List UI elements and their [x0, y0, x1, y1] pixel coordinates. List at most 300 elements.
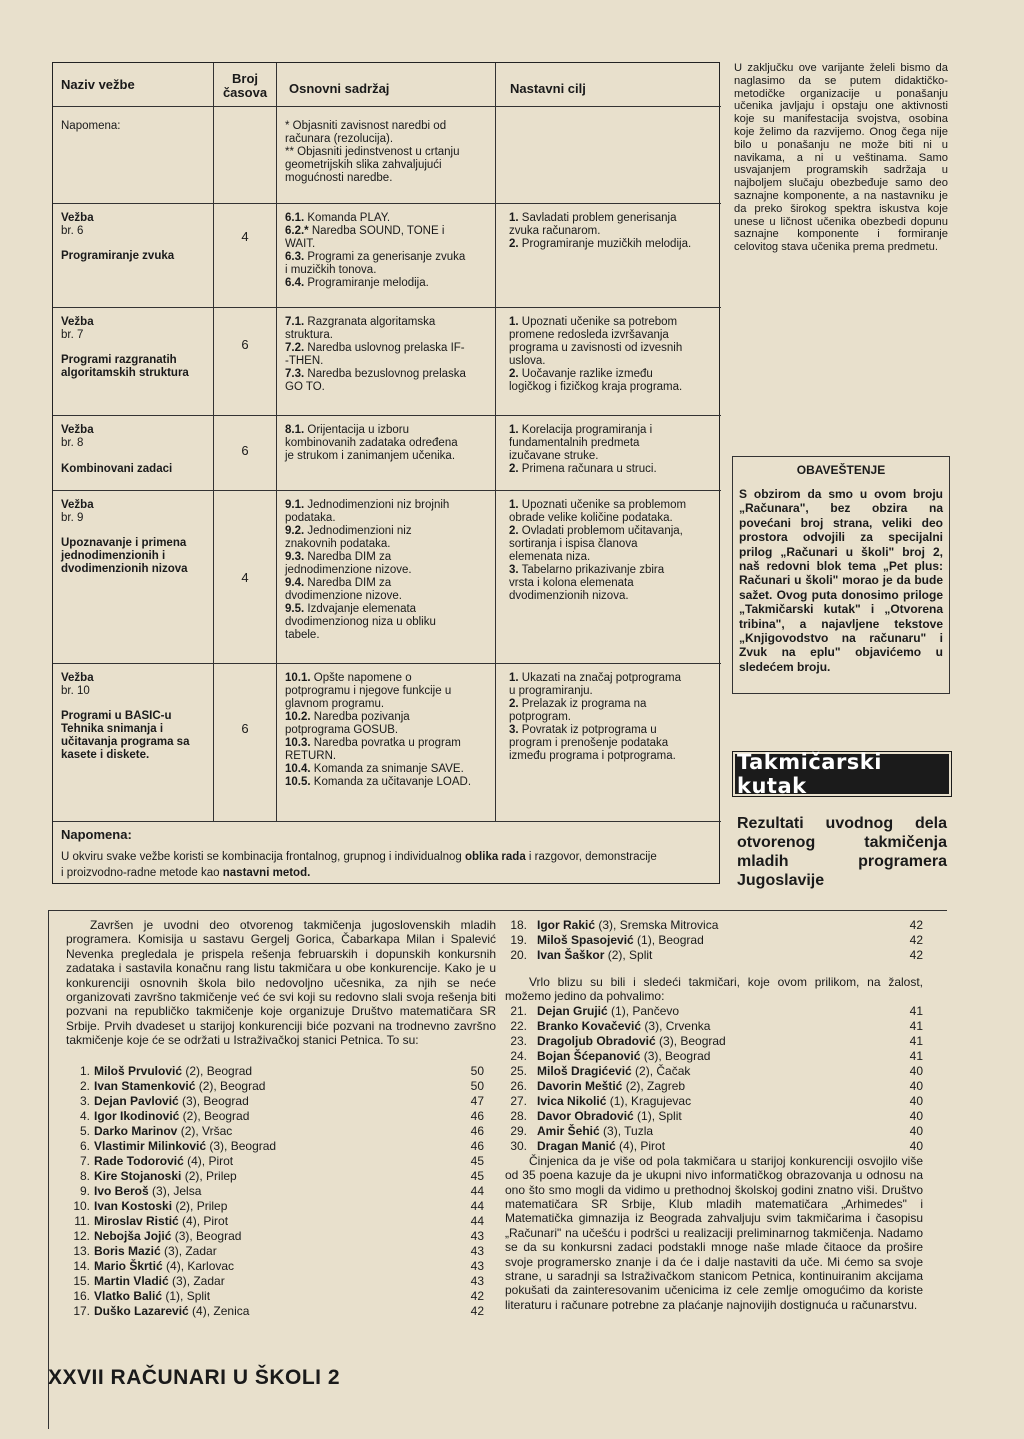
contestant-details: (1), Beograd [633, 933, 704, 947]
contestant-points: 42 [470, 1303, 484, 1318]
honorable-mention-intro: Vrlo blizu su bili i sledeći takmičari, koje ovom prilikom, na žalost, možemo jedino da pohvalimo: [505, 975, 923, 1004]
rank-number: 24. [510, 1048, 527, 1063]
exercise-title-line: kasete i diskete. [61, 749, 150, 761]
exercise-name-cell [61, 316, 201, 380]
contestant-details: (1), Pančevo [607, 1003, 680, 1018]
contestant-details: (2), Zagreb [622, 1078, 686, 1093]
exercise-content-line [285, 776, 490, 789]
contestant-points: 43 [470, 1243, 484, 1258]
row-divider [53, 415, 721, 416]
header-hours [219, 72, 271, 100]
contestant-points: 46 [470, 1123, 484, 1138]
item-text: fundamentalnih predmeta [509, 437, 640, 449]
exercise-title-line: Kombinovani zadaci [61, 463, 173, 475]
contestant [537, 1004, 679, 1018]
header-hours-line: Broj [232, 71, 258, 86]
exercise-goal-line [509, 750, 714, 763]
note-line: geometrijskih slika zahvaljujući [285, 159, 442, 171]
contestant-details: (3), Zadar [160, 1243, 217, 1258]
exercise-goal-line [509, 685, 714, 698]
rank-number: 5. [79, 1123, 90, 1138]
exercise-content-line [285, 368, 490, 381]
contestant [94, 1244, 217, 1258]
contestant [94, 1184, 201, 1198]
exercise-title-line: dvodimenzionih nizova [61, 563, 188, 575]
contestant [94, 1199, 227, 1213]
exercise-label: Vežba [61, 212, 94, 224]
exercise-content-line [285, 603, 490, 616]
rank-number: 22. [510, 1018, 527, 1033]
contestant-name: Igor Ikodinović [94, 1108, 180, 1123]
note-content [285, 120, 490, 185]
item-number: 2. [509, 525, 519, 537]
exercise-content-line [285, 251, 490, 264]
exercise-content-line [285, 499, 490, 512]
contestant-points: 41 [909, 1018, 923, 1033]
exercise-title-line: Programi u BASIC-u [61, 710, 172, 722]
exercise-title-line: Tehnika snimanja i [61, 723, 164, 735]
exercise-content-line [285, 437, 490, 450]
exercise-goal-line [509, 737, 714, 750]
item-text: Uočavanje razlike između [518, 368, 653, 380]
contestant-name: Kire Stojanoski [94, 1168, 182, 1183]
item-number: 9.3. [285, 551, 305, 563]
row-divider [53, 203, 721, 204]
contestant-name: Ivan Šaškor [537, 948, 605, 962]
contestant-points: 42 [909, 918, 923, 932]
item-number: 8.1. [285, 424, 305, 436]
exercise-goal-cell [509, 424, 714, 476]
item-text: vrsta i kolona elemenata [509, 577, 634, 589]
contestant-name: Miloš Dragićević [537, 1063, 632, 1078]
ranking-row [505, 1079, 923, 1094]
exercise-goal-line [509, 499, 714, 512]
exercise-goal-cell [509, 316, 714, 394]
contestant-name: Davorin Meštić [537, 1078, 623, 1093]
note-line: računara (rezolucija). [285, 133, 394, 145]
exercise-title-line: algoritamskih struktura [61, 367, 189, 379]
exercise-label: Vežba [61, 499, 94, 511]
exercise-name-cell [61, 212, 201, 263]
article-closing: Činjenica da je više od pola takmičara u starijoj konkurenciji osvojilo više od 35 poena kazuje da je ukupni nivo informatičkog obrazovanja u odnosu na ono što smo mogli da vidimo u prethodnoj školskoj godini znatno viši. Društvo matematičara SR Srbije, Klub mladih matematičara „Arhimedes" i Matematička gimnazija iz Beograda zahvaljuju svim takmičarima i časopisu „Računari" na učešću i podršci u realizaciji preliminarnog takmičenja. Nadamo se da su konkursni zadaci podstakli mnoge naše mlade čitaoce da prošire svoje programersko znanje i da će i dalje nastaviti da uče. Mi ćemo sa svoje strane, u saradnji sa Istraživačkom stanicom Petnica, kontinuiranim akcijama pokušati da zainteresovanim učenicima iz cele zemlje omogućimo da koriste literaturu i računare potrebne za plaćanje najnovijih dostignuća u računarstvu. [505, 1153, 923, 1312]
contestant-details: (4), Zenica [188, 1303, 250, 1318]
exercise-goal-line [509, 538, 714, 551]
item-number: 9.4. [285, 577, 305, 589]
item-text: Komanda za snimanje SAVE. [310, 763, 464, 775]
contestant-points: 46 [470, 1108, 484, 1123]
contestant-points: 40 [909, 1108, 923, 1123]
exercise-number: br. 7 [61, 329, 84, 341]
exercise-goal-line [509, 368, 714, 381]
ranking-row [505, 1064, 923, 1079]
exercise-content-line [285, 277, 490, 290]
exercise-content-line [285, 424, 490, 437]
rank-number: 1. [79, 1063, 90, 1078]
item-text: Programi za generisanje zvuka [304, 251, 466, 263]
footnote-text-part: i proizvodno-radne metode kao [61, 867, 223, 879]
exercise-goal-line [509, 437, 714, 450]
contestant [537, 933, 704, 947]
item-text: Jednodimenzioni niz [304, 525, 412, 537]
exercise-goal-line [509, 590, 714, 603]
item-number: 2. [509, 238, 519, 250]
item-text: Ukazati na značaj potprograma [518, 672, 681, 684]
exercise-content-line [285, 342, 490, 355]
ranking-row [66, 1304, 496, 1319]
exercise-content-line [285, 264, 490, 277]
contestant-name: Miloš Spasojević [537, 933, 634, 947]
item-number: 1. [509, 212, 519, 224]
item-text: Povratak iz potprograma u [518, 724, 657, 736]
contestant-details: (1), Split [162, 1288, 211, 1303]
item-text: Upoznati učenike sa potrebom [518, 316, 678, 328]
contestant [94, 1304, 249, 1318]
item-text: i muzičkih tonova. [285, 264, 377, 276]
exercise-content-line [285, 724, 490, 737]
exercise-title-line: Upoznavanje i primena [61, 537, 187, 549]
contestant-points: 45 [470, 1168, 484, 1183]
exercise-number: br. 8 [61, 437, 84, 449]
exercise-number: br. 9 [61, 512, 84, 524]
rank-number: 28. [510, 1108, 527, 1123]
ranking-list-continued [505, 918, 923, 963]
contestant [94, 1064, 252, 1078]
item-number: 2. [509, 368, 519, 380]
item-text: Orijentacija u izboru [304, 424, 410, 436]
exercise-goal-line [509, 564, 714, 577]
notice-body: S obzirom da smo u ovom broju „Računara", bez obzira na povećani broj strana, veliki deo prostora odvojili za specijalni prilog „Računari u školi" broj 2, naš redovni blok tema „Pet plus: Računari u školi" morao je da bude sažet. Ovog puta donosimo priloge „Takmičarski kutak" i „Otvorena tribina", a najavljene tekstove „Knjigovodstvo na računaru" i Zvuk na eplu" objavićemo u sledećem broju. [739, 487, 943, 674]
exercise-title-line: Programi razgranatih [61, 354, 177, 366]
ranking-row [66, 1244, 496, 1259]
contestant-name: Bojan Šćepanović [537, 1048, 641, 1063]
contestant-details: (1), Kragujevac [606, 1093, 692, 1108]
contestant [537, 1064, 690, 1078]
ranking-row [505, 1034, 923, 1049]
item-text: dvodimenzionih nizova. [509, 590, 629, 602]
contestant-points: 43 [470, 1228, 484, 1243]
curriculum-table [52, 62, 720, 884]
exercise-goal-cell [509, 499, 714, 603]
exercise-content-line [285, 629, 490, 642]
note-line: mogućnosti naredbe. [285, 172, 393, 184]
contestant [94, 1259, 234, 1273]
contestant-name: Ivica Nikolić [537, 1093, 607, 1108]
ranking-row [505, 1139, 923, 1154]
ranking-row [505, 918, 923, 933]
contestant [94, 1154, 233, 1168]
contestant [94, 1289, 210, 1303]
contestant-details: (4), Karlovac [162, 1258, 235, 1273]
exercise-content-line [285, 212, 490, 225]
exercise-goal-line [509, 525, 714, 538]
item-text: programa u zavisnosti od izvesnih [509, 342, 683, 354]
ranking-row [505, 1019, 923, 1034]
exercise-title-line: jednodimenzionih i [61, 550, 166, 562]
item-text: u programiranju. [509, 685, 593, 697]
exercise-goal-line [509, 711, 714, 724]
item-text: zvuka računarom. [509, 225, 601, 237]
contestant-name: Duško Lazarević [94, 1303, 189, 1318]
rank-number: 30. [510, 1138, 527, 1153]
exercise-goal-line [509, 724, 714, 737]
article-left-column [66, 918, 496, 1319]
contestant [94, 1109, 249, 1123]
contestant [94, 1079, 265, 1093]
ranking-row [66, 1169, 496, 1184]
ranking-row [505, 1109, 923, 1124]
exercise-goal-line [509, 316, 714, 329]
exercise-goal-line [509, 463, 714, 476]
item-number: 7.3. [285, 368, 305, 380]
item-text: obrade velike količine podataka. [509, 512, 673, 524]
exercise-content-line [285, 750, 490, 763]
exercise-label: Vežba [61, 316, 94, 328]
exercise-content-line [285, 685, 490, 698]
contestant-name: Martin Vladić [94, 1273, 169, 1288]
exercise-goal-line [509, 342, 714, 355]
contestant-points: 50 [470, 1078, 484, 1093]
contestant-name: Dejan Pavlović [94, 1093, 179, 1108]
contestant [94, 1229, 241, 1243]
col-divider [213, 63, 214, 821]
item-number: 6.4. [285, 277, 305, 289]
item-text: Programiranje muzičkih melodija. [518, 238, 692, 250]
contestant-name: Dejan Grujić [537, 1003, 608, 1018]
contestant [537, 918, 718, 932]
exercise-title-line: Programiranje zvuka [61, 250, 175, 262]
notice-title: OBAVEŠTENJE [796, 463, 886, 477]
header-content: Osnovni sadržaj [289, 81, 390, 96]
item-text: -THEN. [285, 355, 324, 367]
contestant-name: Ivan Kostoski [94, 1198, 173, 1213]
rank-number: 20. [510, 948, 527, 962]
item-number: 7.2. [285, 342, 305, 354]
contestant-points: 47 [470, 1093, 484, 1108]
exercise-content-line [285, 698, 490, 711]
row-divider [53, 663, 721, 664]
contestant [537, 1049, 710, 1063]
ranking-row [66, 1289, 496, 1304]
item-text: Komanda za učitavanje LOAD. [310, 776, 472, 788]
contestant [94, 1169, 237, 1183]
item-text: dvodimenzionog niza u obliku [285, 616, 436, 628]
rank-number: 14. [73, 1258, 90, 1273]
exercise-content-line [285, 737, 490, 750]
ranking-row [505, 1094, 923, 1109]
item-text: Savladati problem generisanja [518, 212, 677, 224]
item-text: RETURN. [285, 750, 337, 762]
contestant-details: (3), Beograd [171, 1228, 242, 1243]
item-text: program i prenošenje podataka [509, 737, 669, 749]
item-text: sortiranja i ispisa članova [509, 538, 638, 550]
item-text: Primena računara u struci. [518, 463, 657, 475]
exercise-content-line [285, 238, 490, 251]
row-divider [53, 821, 721, 822]
contestant-points: 40 [909, 1063, 923, 1078]
item-text: znakovnih podataka. [285, 538, 391, 550]
ranking-row [66, 1184, 496, 1199]
contestant [537, 1019, 710, 1033]
article-right-column [505, 918, 923, 1312]
exercise-content-cell [285, 424, 490, 463]
item-text: dvodimenzione nizove. [285, 590, 402, 602]
contestant-points: 41 [909, 1048, 923, 1063]
item-text: elemenata niza. [509, 551, 591, 563]
contestant-name: Davor Obradović [537, 1108, 634, 1123]
contestant [537, 1094, 691, 1108]
exercise-content-line [285, 329, 490, 342]
ranking-row [66, 1094, 496, 1109]
item-number: 3. [509, 724, 519, 736]
contestant-name: Rade Todorović [94, 1153, 184, 1168]
contestant-name: Nebojša Jojić [94, 1228, 172, 1243]
rank-number: 26. [510, 1078, 527, 1093]
contestant-name: Amir Šehić [537, 1123, 600, 1138]
contestant [537, 1034, 726, 1048]
item-text: Jednodimenzioni niz brojnih [304, 499, 450, 511]
item-text: Naredba DIM za [304, 577, 392, 589]
item-text: Naredba SOUND, TONE i [308, 225, 445, 237]
col-divider [495, 63, 496, 821]
contestant-details: (2), Čačak [631, 1063, 691, 1078]
ranking-row [66, 1274, 496, 1289]
ranking-row [66, 1079, 496, 1094]
rank-number: 21. [510, 1003, 527, 1018]
rank-number: 13. [73, 1243, 90, 1258]
contestant-name: Miroslav Ristić [94, 1213, 179, 1228]
exercise-name-cell [61, 672, 201, 762]
rank-number: 12. [73, 1228, 90, 1243]
ranking-list-top [66, 1064, 496, 1319]
ranking-row [66, 1154, 496, 1169]
contestant-points: 42 [909, 933, 923, 947]
rank-number: 16. [73, 1288, 90, 1303]
notice-box [732, 456, 950, 694]
exercise-content-line [285, 711, 490, 724]
exercise-number: br. 6 [61, 225, 84, 237]
item-text: jednodimenzione nizove. [285, 564, 412, 576]
item-number: 6.1. [285, 212, 305, 224]
item-text: Naredba povratka u program [310, 737, 461, 749]
item-number: 10.3. [285, 737, 311, 749]
exercise-goal-line [509, 424, 714, 437]
item-text: potprogramu i njegove funkcije u [285, 685, 452, 697]
item-text: izučavane struke. [509, 450, 599, 462]
header-hours-line: časova [222, 85, 268, 100]
rank-number: 7. [79, 1153, 90, 1168]
item-text: Izdvajanje elemenata [304, 603, 417, 615]
contestant-name: Dragan Manić [537, 1138, 616, 1153]
contestant-name: Boris Mazić [94, 1243, 161, 1258]
contestant-details: (3), Sremska Mitrovica [595, 918, 719, 932]
item-text: struktura. [285, 329, 333, 341]
item-number: 6.2.* [285, 225, 309, 237]
item-text: glavnom programu. [285, 698, 385, 710]
ranking-row [66, 1139, 496, 1154]
item-text: između programa i potprograma. [509, 750, 676, 762]
exercise-goal-cell [509, 212, 714, 251]
contestant-details: (1), Split [633, 1108, 682, 1123]
contestant-points: 41 [909, 1003, 923, 1018]
contestant [537, 948, 652, 962]
item-number: 2. [509, 463, 519, 475]
item-number: 2. [509, 698, 519, 710]
contestant-points: 46 [470, 1138, 484, 1153]
ranking-list-honorable [505, 1004, 923, 1154]
rank-number: 27. [510, 1093, 527, 1108]
item-number: 6.3. [285, 251, 305, 263]
item-text: je strukom i zanimanjem učenika. [285, 450, 456, 462]
exercise-name-cell [61, 424, 201, 476]
exercise-content-cell [285, 316, 490, 394]
exercise-number: br. 10 [61, 685, 90, 697]
exercise-content-line [285, 672, 490, 685]
exercise-content-line [285, 590, 490, 603]
contestant-points: 50 [470, 1063, 484, 1078]
contestant-details: (4), Pirot [178, 1213, 229, 1228]
exercise-goal-cell [509, 672, 714, 763]
item-text: Tabelarno prikazivanje zbira [518, 564, 665, 576]
exercise-goal-line [509, 512, 714, 525]
ranking-row [505, 933, 923, 948]
item-text: Ovladati problemom učitavanja, [518, 525, 683, 537]
item-number: 9.1. [285, 499, 305, 511]
contestant [94, 1094, 249, 1108]
exercise-goal-line [509, 238, 714, 251]
rank-number: 25. [510, 1063, 527, 1078]
exercise-goal-line [509, 212, 714, 225]
exercise-goal-line [509, 225, 714, 238]
item-text: promene redosleda izvršavanja [509, 329, 669, 341]
note-line: * Objasniti zavisnost naredbi od [285, 120, 447, 132]
item-text: logičkog i fizičkog kraja programa. [509, 381, 683, 393]
exercise-goal-line [509, 672, 714, 685]
contestant-details: (2), Prilep [181, 1168, 237, 1183]
exercise-goal-line [509, 355, 714, 368]
rank-number: 3. [79, 1093, 90, 1108]
contestant-details: (3), Jelsa [148, 1183, 202, 1198]
contestant-name: Mario Škrtić [94, 1258, 163, 1273]
contestant-name: Ivan Stamenković [94, 1078, 196, 1093]
exercise-content-cell [285, 212, 490, 290]
footnote-bold: oblika rada [465, 851, 526, 863]
ranking-row [505, 1124, 923, 1139]
contestant [94, 1214, 228, 1228]
contestant [94, 1124, 232, 1138]
footnote-label: Napomena: [61, 827, 132, 842]
article-intro: Završen je uvodni deo otvorenog takmičenja jugoslovenskih mladih programera. Komisija u sastavu Gergelj Gorica, Čabarkapa Milan i Spalević Nevenka pregledala je prispela rešenja februarskih i dopunskih konkursnih zadataka i sastavila konačnu rang listu takmičara u obe konkurencije. Kako je u konkurenciji osnovnih škola bilo nedovoljno učesnika, za njih se neće organizovati završno takmičenje već će svi koji su redovno slali svoja rešenja biti pozvani na republičko takmičenje koje organizuje Društvo matematičara SR Srbije. Prvih dvadeset u starijoj konkurenciji biće pozvani na trodnevno završno takmičenje koje će se održati u Istraživačkoj stanici Petnica. To su: [66, 918, 496, 1048]
contestant [94, 1139, 276, 1153]
item-number: 9.5. [285, 603, 305, 615]
item-text: GO TO. [285, 381, 325, 393]
footnote-bold: nastavni metod. [222, 867, 311, 879]
contestant [537, 1109, 682, 1123]
exercise-content-cell [285, 672, 490, 789]
item-number: 1. [509, 672, 519, 684]
item-text: Razgranata algoritamska [304, 316, 436, 328]
contestant-points: 44 [470, 1198, 484, 1213]
contestant [537, 1124, 653, 1138]
exercise-name-cell [61, 499, 201, 576]
contestant-details: (3), Beograd [178, 1093, 249, 1108]
rank-number: 8. [79, 1168, 90, 1183]
contestant [537, 1079, 685, 1093]
contestant-points: 40 [909, 1078, 923, 1093]
contestant-details: (3), Crvenka [641, 1018, 711, 1033]
contestant-points: 45 [470, 1153, 484, 1168]
contestant-points: 42 [909, 948, 923, 962]
item-number: 3. [509, 564, 519, 576]
